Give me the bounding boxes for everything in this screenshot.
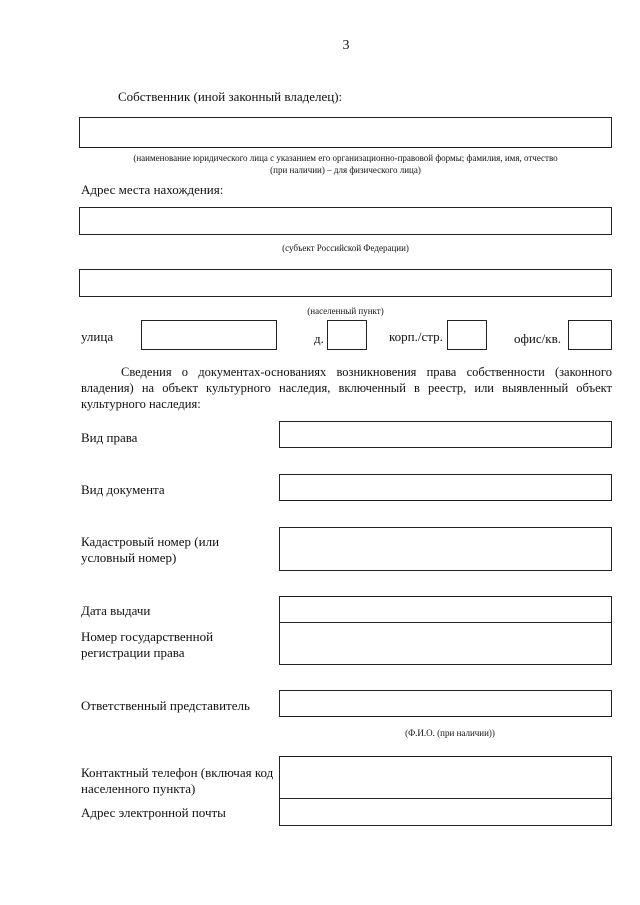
- office-field[interactable]: [568, 320, 612, 350]
- phone-label-line1: Контактный телефон (включая код: [81, 765, 274, 780]
- cadastral-label-line1: Кадастровый номер (или: [81, 534, 220, 549]
- email-field[interactable]: [279, 798, 612, 826]
- right-type-field[interactable]: [279, 421, 612, 448]
- address-heading: Адрес места нахождения:: [81, 182, 224, 197]
- reg-number-label-line1: Номер государственной: [81, 629, 214, 644]
- subject-field[interactable]: [79, 207, 612, 235]
- phone-field[interactable]: [279, 756, 612, 799]
- representative-label: Ответственный представитель: [81, 698, 250, 713]
- cadastral-label-line2: условный номер): [81, 550, 177, 565]
- right-type-label: Вид права: [81, 430, 138, 445]
- reg-number-label-line2: регистрации права: [81, 645, 185, 660]
- doc-type-label: Вид документа: [81, 482, 165, 497]
- locality-field[interactable]: [79, 269, 612, 297]
- representative-field[interactable]: [279, 690, 612, 717]
- page-number: 3: [342, 38, 350, 53]
- issue-date-label: Дата выдачи: [81, 603, 151, 618]
- locality-hint: (населенный пункт): [307, 306, 384, 316]
- documents-intro: Сведения о документах-основаниях возникновения права собственности (законного владения) на объект культурного наследия, включенный в реестр, или выявленный объект культурного наследия:: [81, 365, 612, 411]
- email-label: Адрес электронной почты: [81, 805, 226, 820]
- phone-label-line2: населенного пункта): [81, 781, 196, 796]
- representative-hint: (Ф.И.О. (при наличии)): [405, 728, 495, 738]
- street-field[interactable]: [141, 320, 277, 350]
- street-label: улица: [81, 329, 114, 344]
- doc-type-field[interactable]: [279, 474, 612, 501]
- office-label: офис/кв.: [514, 331, 561, 346]
- owner-heading: Собственник (иной законный владелец):: [118, 89, 343, 104]
- cadastral-field[interactable]: [279, 527, 612, 571]
- building-label: корп./стр.: [389, 329, 443, 344]
- building-field[interactable]: [447, 320, 487, 350]
- owner-name-field[interactable]: [79, 117, 612, 148]
- reg-number-field[interactable]: [279, 622, 612, 665]
- house-field[interactable]: [327, 320, 367, 350]
- owner-hint-line2: (при наличии) – для физического лица): [270, 165, 421, 175]
- subject-hint: (субъект Российской Федерации): [282, 243, 409, 253]
- owner-hint-line1: (наименование юридического лица с указанием его организационно-правовой формы; фамилия, имя, отчество: [133, 153, 558, 163]
- house-label: д.: [314, 331, 324, 346]
- issue-date-field[interactable]: [279, 596, 612, 623]
